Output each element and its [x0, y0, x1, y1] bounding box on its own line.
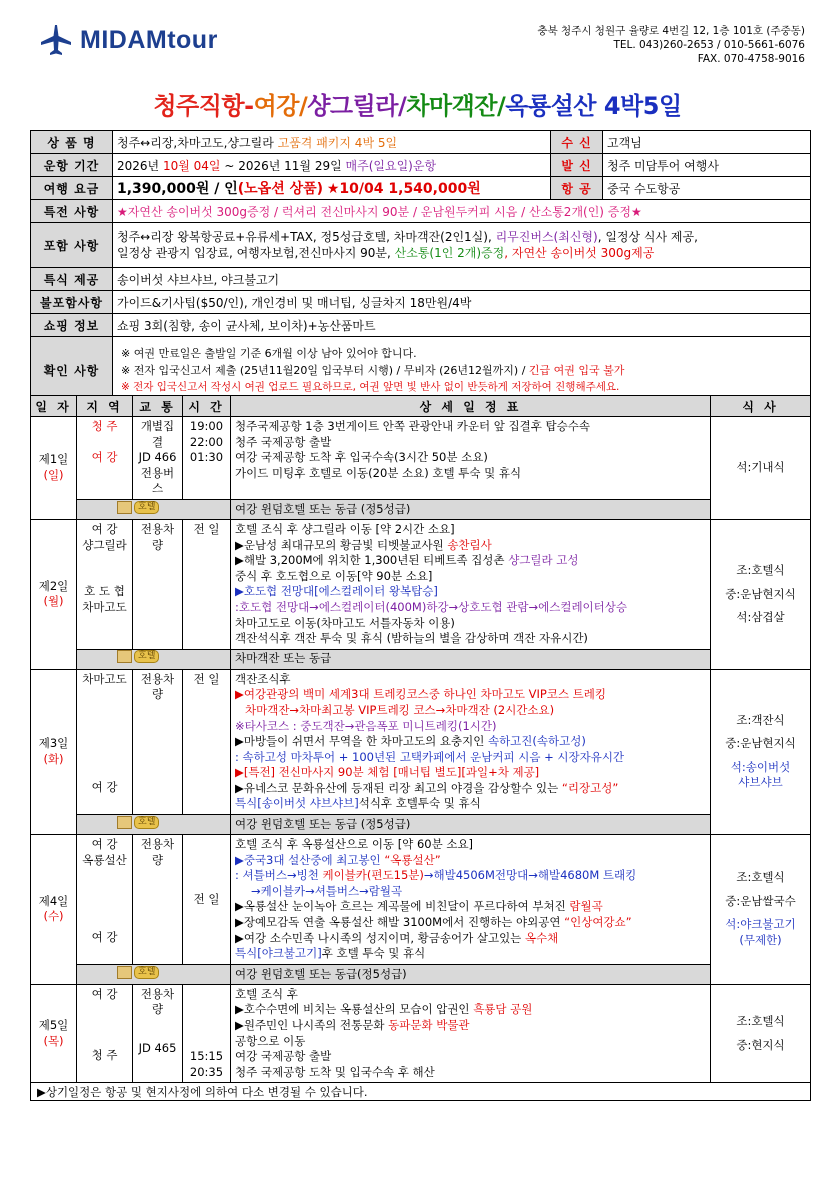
info-row — [31, 200, 811, 223]
hotel-name: 여강 윈덤호텔 또는 동급 (정5성급) — [231, 499, 711, 519]
notice-text: ※ 전자 입국신고서 제출 (25년11월20일 입국부터 시행) / 무비자 (26년12월까지) / — [121, 363, 526, 377]
meal-cell — [711, 417, 811, 520]
line-text: ▶호수수면에 비치는 옥룡설산의 모습이 압권인 — [235, 1002, 470, 1017]
itinerary-line: 호텔 조식 후 샹그릴라 이동 [약 2시간 소요] — [235, 521, 455, 536]
day-row — [31, 519, 811, 649]
meal: 석:삼겹살 — [736, 610, 785, 625]
footer-note: ▶상기일정은 항공 및 현지사정에 의하여 다소 변경될 수 있습니다. — [31, 1083, 811, 1101]
hotel-row — [31, 499, 811, 519]
highlight: ▶[특전] — [235, 765, 276, 780]
meal: 샤브샤브 — [738, 775, 783, 790]
title-part: 샹그릴라/ — [307, 92, 407, 120]
meal: 중:운남현지식 — [725, 736, 796, 751]
itinerary-line: ※타사코스 : 중도객잔→관음폭포 미니트레킹(1시간) — [235, 718, 497, 733]
meal: 조:호텔식 — [736, 1014, 785, 1028]
itinerary-line — [235, 796, 706, 812]
itinerary-line: 가이드 미팅후 호텔로 이동(20분 소요) 호텔 투숙 및 휴식 — [235, 465, 522, 480]
meal-cell — [711, 669, 811, 834]
itinerary-line: →케이블카→셔틀버스→람월곡 — [251, 883, 403, 898]
region-cell — [77, 519, 133, 649]
transport: JD 465 — [138, 1041, 177, 1055]
info-label: 운항 기간 — [31, 154, 113, 177]
day-cell — [31, 835, 77, 985]
title-part: 청주직항- — [153, 92, 254, 120]
transport-cell — [133, 984, 183, 1083]
incl-text: , 일정상 식사 제공, — [597, 230, 698, 244]
itinerary-line — [235, 915, 706, 931]
region: 차마고도 — [82, 599, 127, 614]
hotel-icon-cell — [77, 499, 231, 519]
notice: ※ 여권 만료일은 출발일 기준 6개월 이상 남아 있어야 합니다. — [121, 346, 417, 360]
fare-price: 1,390,000원 / 인 — [117, 181, 238, 197]
fare-special: ★10/04 1,540,000원 — [326, 181, 481, 197]
highlight: 흑룡담 공원 — [473, 1002, 533, 1017]
info-label: 포함 사항 — [31, 223, 113, 268]
itinerary-line: 중식 후 호도협으로 이동[약 90분 소요] — [235, 568, 433, 583]
itinerary-cell — [231, 519, 711, 649]
spacer — [81, 553, 128, 569]
itinerary-line: 차마고도로 이동(차마고도 서틀자동차 이용) — [235, 615, 455, 630]
day-cell — [31, 669, 77, 834]
notice — [121, 362, 806, 379]
info-row — [31, 314, 811, 337]
col-header: 일 자 — [31, 396, 77, 417]
line-text: ▶장예모감독 연출 옥룡설산 해발 3100M에서 진행하는 야외공연 — [235, 915, 561, 930]
info-row — [31, 223, 811, 268]
info-label: 특식 제공 — [31, 268, 113, 291]
spacer — [81, 569, 128, 585]
transport: 전용차량 — [140, 837, 175, 867]
region-cell — [77, 984, 133, 1083]
notice: ※ 전자 입국신고서 작성시 여권 업로드 필요하므로, 여권 앞면 빛 반사 없이 반듯하게 저장하여 진행해주세요. — [121, 380, 620, 393]
info-row — [31, 291, 811, 314]
meal: (무제한) — [739, 933, 782, 948]
day-label: 제3일 — [38, 736, 69, 751]
day-weekday: (화) — [43, 751, 64, 766]
transport: 전용버스 — [140, 465, 175, 496]
page-title — [0, 86, 835, 121]
highlight: : 셔틀버스→빙천 — [235, 868, 319, 883]
product-name — [113, 131, 551, 154]
itinerary-line — [235, 734, 706, 750]
time-cell — [183, 519, 231, 649]
itinerary-line — [235, 765, 706, 781]
meal: 중:운남쌀국수 — [725, 893, 796, 908]
line-text: ▶해발 3,200M에 위치한 1,300년된 티베트족 집성촌 — [235, 553, 505, 568]
time: 전 일 — [193, 521, 220, 536]
incl-mushroom: , 자연산 송이버섯 300g제공 — [504, 246, 655, 260]
schedule-header — [31, 396, 811, 417]
period-start: 10월 04일 — [162, 158, 221, 173]
itinerary-line — [235, 1018, 706, 1034]
notices — [113, 337, 811, 404]
fare — [113, 177, 551, 200]
itinerary-line: : 속하고성 마차투어 + 100년된 고택카페에서 운남커피 시음 + 시장자유시간 — [235, 749, 625, 764]
info-row — [31, 268, 811, 291]
region: 여 강 — [91, 837, 118, 852]
day-cell — [31, 417, 77, 520]
highlight: 동파문화 박물관 — [388, 1018, 470, 1032]
itinerary-line: 청주 국제공항 도착 및 입국수속 후 해산 — [235, 1064, 435, 1079]
airline: 중국 수도항공 — [603, 177, 811, 200]
spacer — [137, 1018, 178, 1041]
info-row — [31, 131, 811, 154]
title-part: 차마객잔/ — [406, 92, 506, 120]
time-cell — [183, 417, 231, 500]
info-row — [31, 154, 811, 177]
footer-row — [31, 1083, 811, 1101]
region: 여 강 — [91, 450, 118, 465]
transport-cell — [133, 835, 183, 965]
hotel-badge-icon — [117, 501, 159, 514]
hotel-name: 차마객잔 또는 동급 — [231, 649, 711, 669]
day-label: 제4일 — [38, 893, 69, 908]
highlight: [매너팁 별도][과일+차 제공] — [393, 765, 540, 780]
highlight: 전신마사지 90분 체험 — [278, 765, 390, 780]
period — [113, 154, 551, 177]
day-row — [31, 417, 811, 500]
hotel-box-icon — [117, 650, 132, 663]
hotel-badge-icon — [117, 966, 159, 979]
time-cell — [183, 984, 231, 1083]
line-text: 석식후 호텔투숙 및 휴식 — [358, 796, 481, 811]
line-text: ▶운남성 최대규모의 황금빛 티벳불교사원 — [235, 537, 444, 552]
hotel-icon-cell — [77, 649, 231, 669]
hotel-row — [31, 649, 811, 669]
meal: 석:기내식 — [736, 460, 785, 475]
info-label: 특전 사항 — [31, 200, 113, 223]
hotel-name: 여강 윈덤호텔 또는 동급 (정5성급) — [231, 815, 711, 835]
itinerary-line — [235, 781, 706, 797]
itinerary-line: ▶호도협 전망대[에스컬레이터 왕복탑승] — [235, 584, 438, 599]
info-label: 여행 요금 — [31, 177, 113, 200]
title-part: 여강/ — [253, 92, 308, 120]
line-text: ▶옥룡설산 눈이녹아 흐르는 계곡물에 비친달이 푸르다하여 부쳐진 — [235, 899, 566, 914]
transport: JD 466 — [138, 450, 177, 465]
hotel-row — [31, 964, 811, 984]
spacer — [81, 868, 128, 930]
itinerary-line: 호텔 조식 후 옥룡설산으로 이동 [약 60분 소요] — [235, 837, 474, 852]
region-cell — [77, 669, 133, 814]
meal: 중:운남현지식 — [725, 586, 796, 601]
line-text: ▶여강 소수민족 나시족의 성지이며, 황금송어가 살고있는 — [235, 930, 522, 945]
itinerary-line — [235, 931, 706, 947]
meal: 조:호텔식 — [736, 870, 785, 885]
info-label: 발 신 — [551, 154, 603, 177]
time: 20:35 — [189, 1064, 224, 1079]
line-text: 후 호텔 투숙 및 휴식 — [321, 946, 426, 961]
highlight: “인상여강쇼” — [564, 915, 632, 930]
time: 19:00 — [189, 419, 224, 433]
itinerary-line: 호텔 조식 후 — [235, 986, 298, 1001]
hotel-badge: 호텔 — [134, 816, 159, 829]
itinerary-line: 공항으로 이동 — [235, 1033, 306, 1048]
meal: 조:호텔식 — [736, 562, 785, 577]
itinerary-line: 여강 국제공항 출발 — [235, 1049, 332, 1064]
info-label: 수 신 — [551, 131, 603, 154]
itinerary-line: 청주 국제공항 출발 — [235, 434, 332, 449]
day-weekday: (월) — [43, 594, 64, 609]
meal-cell — [711, 984, 811, 1083]
itinerary-line: 차마객잔→차마최고봉 VIP트레킹 코스→차마객잔 (2시간소요) — [245, 702, 555, 717]
title-part: 4박5일 — [596, 92, 682, 120]
fare-note: (노옵션 상품) — [237, 181, 324, 197]
info-label: 항 공 — [551, 177, 603, 200]
meal-cell — [711, 835, 811, 985]
day-cell — [31, 984, 77, 1083]
region: 차마고도 — [82, 671, 127, 686]
itinerary-line — [235, 1002, 706, 1018]
inclusions — [113, 223, 811, 268]
highlight: 옥수채 — [524, 930, 559, 945]
transport: 개별집결 — [140, 419, 175, 449]
itinerary-line — [235, 853, 706, 869]
region: 샹그릴라 — [82, 537, 127, 552]
info-row — [31, 177, 811, 200]
logo-text: MIDAMtour — [80, 25, 218, 54]
hotel-badge-icon — [117, 816, 159, 829]
time: 01:30 — [189, 450, 224, 465]
title-part: 옥룡설산 — [505, 92, 596, 120]
transport: 전용차량 — [140, 671, 175, 702]
airplane-icon — [38, 22, 74, 58]
transport-cell — [133, 669, 183, 814]
info-table — [30, 130, 811, 404]
fax: FAX. 070-4758-9016 — [697, 53, 805, 65]
meal-cell — [711, 519, 811, 669]
contact-info — [537, 24, 805, 66]
itinerary-line — [235, 899, 706, 915]
highlight: 샹그릴라 고성 — [508, 553, 579, 568]
itinerary-line — [235, 946, 706, 962]
region: 여 강 — [91, 986, 118, 1001]
time: 전 일 — [193, 891, 220, 906]
itinerary-line — [235, 538, 706, 554]
day-cell — [31, 519, 77, 669]
info-row — [31, 337, 811, 404]
region-cell — [77, 417, 133, 500]
col-header: 지 역 — [77, 396, 133, 417]
itinerary-line: 객잔석식후 객잔 투숙 및 휴식 (밤하늘의 별을 감상하며 객잔 자유시간) — [235, 631, 588, 646]
itinerary-cell — [231, 835, 711, 965]
itinerary-line: 객잔조식후 — [235, 671, 291, 686]
hotel-icon-cell — [77, 815, 231, 835]
col-header: 교 통 — [133, 396, 183, 417]
day-row — [31, 984, 811, 1083]
hotel-badge-icon — [117, 650, 159, 663]
transport-cell — [133, 417, 183, 500]
recipient: 고객님 — [603, 131, 811, 154]
time-cell — [183, 835, 231, 965]
region: 청 주 — [91, 1048, 118, 1063]
hotel-badge: 호텔 — [134, 650, 159, 663]
info-label: 상 품 명 — [31, 131, 113, 154]
itinerary-line — [235, 868, 706, 884]
phone: TEL. 043)260-2653 / 010-5661-6076 — [613, 39, 805, 51]
day-label: 제5일 — [38, 1018, 69, 1032]
spacer — [81, 1002, 128, 1048]
period-text: ~ 2026년 11월 29일 — [224, 158, 342, 173]
col-header: 시 간 — [183, 396, 231, 417]
line-text: ▶마방들이 쉬면서 무역을 한 차마고도의 요충지인 — [235, 734, 485, 749]
spacer — [81, 687, 128, 780]
day-label: 제2일 — [38, 578, 69, 593]
schedule-table — [30, 395, 811, 1101]
transport-cell — [133, 519, 183, 649]
highlight: 특식[송이버섯 샤브샤브] — [235, 796, 359, 811]
itinerary-line: :호도협 전망대→에스컬레이터(400M)하강→상호도협 관람→에스컬레이터상승 — [235, 599, 627, 614]
time-cell — [183, 669, 231, 814]
period-weekday: 매주(일요일)운항 — [345, 158, 437, 173]
highlight: ▶중국3대 설산중에 최고봉인 — [235, 852, 381, 867]
itinerary-cell — [231, 984, 711, 1083]
spacer — [81, 435, 128, 451]
info-label: 확인 사항 — [31, 337, 113, 404]
transport: 전용차량 — [140, 986, 175, 1017]
shopping: 쇼핑 3회(침향, 송이 균사체, 보이차)+농산품마트 — [113, 314, 811, 337]
region: 여 강 — [91, 780, 118, 795]
hotel-row — [31, 815, 811, 835]
meal: 조:객잔식 — [736, 712, 785, 727]
bonus: ★자연산 송이버섯 300g증정 / 럭셔리 전신마사지 90분 / 운남원두커피 시음 / 산소통2개(인) 증정★ — [113, 200, 811, 223]
day-weekday: (일) — [43, 467, 64, 482]
hotel-box-icon — [117, 501, 132, 514]
time: 15:15 — [189, 1049, 224, 1064]
incl-text: 일정상 관광지 입장료, 여행자보험,전신마사지 90분, — [117, 246, 391, 260]
col-header: 식 사 — [711, 396, 811, 417]
hotel-icon-cell — [77, 964, 231, 984]
meal: 석:송이버섯 — [730, 759, 791, 774]
itinerary-line — [235, 553, 706, 569]
region: 옥룡설산 — [82, 852, 127, 867]
region-cell — [77, 835, 133, 965]
exclusions: 가이드&기사팁($50/인), 개인경비 및 매너팁, 싱글차지 18만원/4박 — [113, 291, 811, 314]
col-header: 상 세 일 정 표 — [231, 396, 711, 417]
sender: 청주 미담투어 여행사 — [603, 154, 811, 177]
incl-oxygen: 산소통(1인 2개)증정 — [394, 246, 505, 260]
company-logo — [38, 22, 218, 58]
page-header — [0, 0, 835, 80]
highlight: 케이블카(편도15분) — [322, 868, 424, 883]
highlight: 속하고진(속하고성) — [487, 734, 586, 749]
day-weekday: (목) — [43, 1033, 64, 1048]
period-text: 2026년 — [117, 158, 160, 173]
hotel-badge: 호텔 — [134, 966, 159, 979]
meal: 중:현지식 — [736, 1037, 785, 1052]
notice-warning: 긴급 여권 입국 불가 — [528, 363, 625, 377]
day-row — [31, 669, 811, 814]
info-label: 쇼핑 정보 — [31, 314, 113, 337]
region: 청 주 — [91, 419, 118, 433]
itinerary-line: 청주국제공항 1층 3번게이트 안쪽 관광안내 카운터 앞 집결후 탑승수속 — [235, 419, 590, 433]
special-meals: 송이버섯 샤브샤브, 야크불고기 — [113, 268, 811, 291]
itinerary-cell — [231, 417, 711, 500]
product-tag: 고품격 패키지 4박 5일 — [277, 135, 398, 150]
itinerary-cell — [231, 669, 711, 814]
hotel-box-icon — [117, 966, 132, 979]
incl-limousine: 리무진버스(최신형) — [495, 230, 598, 244]
line-text: ▶원주민인 나시족의 전통문화 — [235, 1018, 385, 1032]
transport: 전용차량 — [140, 521, 175, 552]
day-weekday: (수) — [43, 909, 64, 924]
meal: 석:야크불고기 — [725, 917, 796, 932]
day-label: 제1일 — [38, 452, 69, 467]
itinerary-line: 여강 국제공항 도착 후 입국수속(3시간 50분 소요) — [235, 450, 488, 465]
day-row — [31, 835, 811, 965]
highlight: “리장고성” — [561, 780, 619, 795]
highlight: “옥룡설산” — [384, 852, 441, 867]
line-text: ▶유네스코 문화유산에 등재된 리장 최고의 야경을 감상할수 있는 — [235, 780, 559, 795]
region: 여 강 — [91, 930, 118, 945]
address: 충북 청주시 청원구 율량로 4번길 12, 1층 101호 (주중동) — [537, 25, 805, 37]
region: 여 강 — [91, 521, 118, 536]
hotel-name: 여강 윈덤호텔 또는 동급(정5성급) — [231, 964, 711, 984]
hotel-badge: 호텔 — [134, 501, 159, 514]
product-text: 청주↔리장,차마고도,샹그릴라 — [117, 135, 274, 150]
time: 22:00 — [189, 434, 224, 449]
highlight: 특식[야크불고기] — [235, 946, 322, 961]
hotel-box-icon — [117, 816, 132, 829]
info-label: 불포함사항 — [31, 291, 113, 314]
region: 호 도 협 — [84, 584, 125, 599]
highlight: 람월곡 — [569, 899, 603, 914]
itinerary-line: ▶여강관광의 백미 세계3대 트레킹코스중 하나인 차마고도 VIP코스 트레킹 — [235, 687, 606, 702]
incl-text: 청주↔리장 왕복항공료+유류세+TAX, 정5성급호텔, 차마객잔(2인1실), — [117, 230, 492, 244]
time: 전 일 — [193, 671, 220, 686]
highlight: 송찬림사 — [447, 537, 492, 552]
highlight: →해발4506M전망대→해발4680M 트래킹 — [423, 868, 637, 883]
